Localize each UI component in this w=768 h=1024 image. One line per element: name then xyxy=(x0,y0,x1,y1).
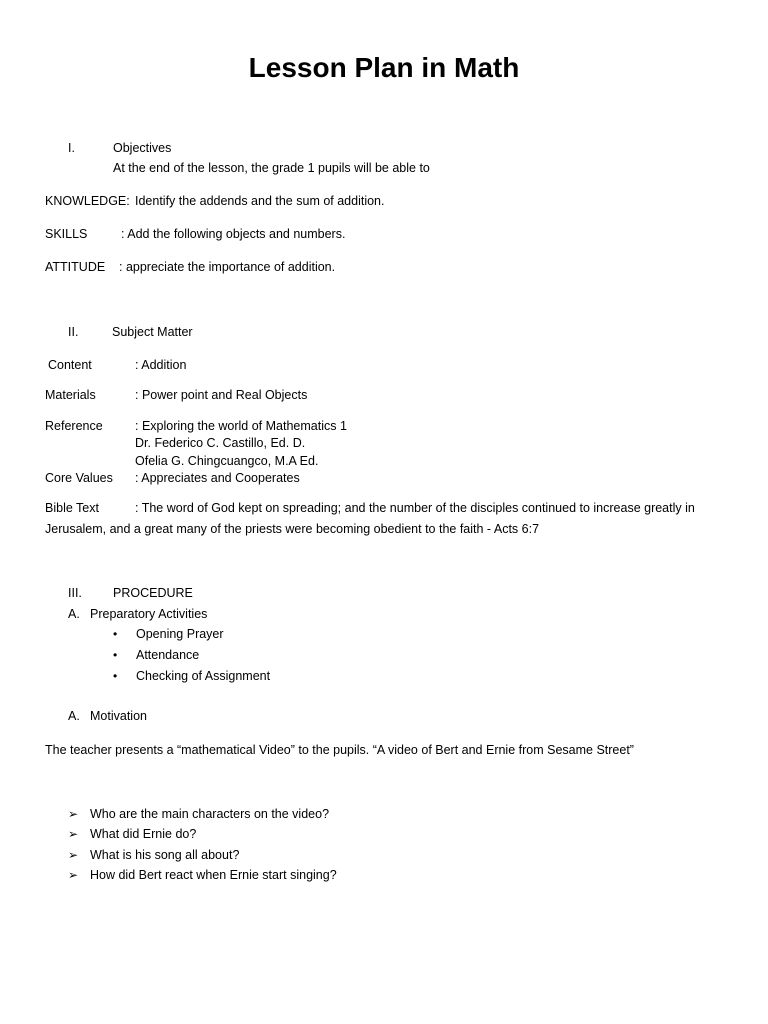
subject-matter-heading: Subject Matter xyxy=(112,325,193,339)
objectives-heading: Objectives xyxy=(113,141,172,155)
list-item: Attendance xyxy=(136,648,200,662)
core-values-label: Core Values xyxy=(45,471,113,485)
video-text: The teacher presents a “mathematical Video” to the pupils. “A video of Bert and Ernie from Sesame Street” xyxy=(45,743,634,757)
objectives-numeral: I. xyxy=(68,141,75,155)
materials-text: : Power point and Real Objects xyxy=(135,388,308,402)
reference-author-2: Ofelia G. Chingcuangco, M.A Ed. xyxy=(135,454,319,468)
content-text: : Addition xyxy=(135,358,187,372)
knowledge-label: KNOWLEDGE: xyxy=(45,194,130,208)
arrow-bullet-icon: ➢ xyxy=(68,868,79,882)
page-title: Lesson Plan in Math xyxy=(248,52,520,83)
preparatory-heading: Preparatory Activities xyxy=(90,607,208,621)
procedure-heading: PROCEDURE xyxy=(113,586,193,600)
content-label: Content xyxy=(48,358,92,372)
attitude-text: : appreciate the importance of addition. xyxy=(119,260,336,274)
reference-label: Reference xyxy=(45,419,103,433)
motivation-heading: Motivation xyxy=(90,709,147,723)
reference-author-1: Dr. Federico C. Castillo, Ed. D. xyxy=(135,436,306,450)
skills-text: : Add the following objects and numbers. xyxy=(121,227,346,241)
attitude-label: ATTITUDE xyxy=(45,260,106,274)
arrow-bullet-icon: ➢ xyxy=(68,807,79,821)
list-item: Checking of Assignment xyxy=(136,669,271,683)
list-item: Opening Prayer xyxy=(136,627,224,641)
bullet-icon: • xyxy=(113,669,118,683)
core-values-text: : Appreciates and Cooperates xyxy=(135,471,300,485)
bible-text-line-2: Jerusalem, and a great many of the priests were becoming obedient to the faith - Acts 6:7 xyxy=(45,522,540,536)
knowledge-text: Identify the addends and the sum of addition. xyxy=(135,194,385,208)
bible-text-line-1: : The word of God kept on spreading; and the number of the disciples continued to increase greatly in xyxy=(135,501,695,515)
preparatory-marker: A. xyxy=(68,607,80,621)
bullet-icon: • xyxy=(113,648,118,662)
procedure-numeral: III. xyxy=(68,586,82,600)
question-item: Who are the main characters on the video? xyxy=(90,807,330,821)
materials-label: Materials xyxy=(45,388,96,402)
motivation-marker: A. xyxy=(68,709,80,723)
arrow-bullet-icon: ➢ xyxy=(68,848,79,862)
bullet-icon: • xyxy=(113,627,118,641)
objectives-intro: At the end of the lesson, the grade 1 pupils will be able to xyxy=(113,161,430,175)
bible-text-label: Bible Text xyxy=(45,501,99,515)
question-item: What is his song all about? xyxy=(90,848,240,862)
question-item: How did Bert react when Ernie start singing? xyxy=(90,868,337,882)
reference-text: : Exploring the world of Mathematics 1 xyxy=(135,419,347,433)
subject-matter-numeral: II. xyxy=(68,325,79,339)
arrow-bullet-icon: ➢ xyxy=(68,827,79,841)
question-item: What did Ernie do? xyxy=(90,827,197,841)
skills-label: SKILLS xyxy=(45,227,88,241)
